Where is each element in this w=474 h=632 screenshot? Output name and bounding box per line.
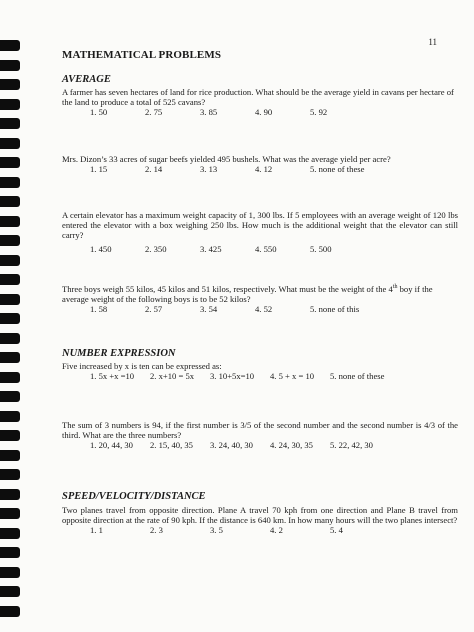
page-content [62, 49, 458, 535]
choice-4: 4. 90 [255, 107, 273, 117]
choice-2: 2. 57 [145, 304, 163, 314]
choice-5: 5. 22, 42, 30 [330, 440, 373, 450]
choice-5: 5. none of this [310, 304, 360, 314]
binding-hole [0, 528, 20, 539]
answer-choices [90, 525, 458, 535]
choice-3: 3. 5 [210, 525, 223, 535]
choice-4: 4. 24, 30, 35 [270, 440, 313, 450]
choice-3: 3. 85 [200, 107, 218, 117]
choice-5: 5. none of these [330, 371, 385, 381]
binding-hole [0, 79, 20, 90]
problem-3 [62, 210, 458, 254]
spiral-binding [0, 0, 22, 632]
choice-1: 1. 20, 44, 30 [90, 440, 133, 450]
binding-hole [0, 567, 20, 578]
binding-hole [0, 547, 20, 558]
page-number: 11 [428, 37, 437, 47]
binding-hole [0, 450, 20, 461]
choice-1: 1. 450 [90, 244, 112, 254]
answer-choices [90, 164, 458, 174]
choice-2: 2. 14 [145, 164, 163, 174]
binding-hole [0, 60, 20, 71]
choice-3: 3. 54 [200, 304, 218, 314]
binding-hole [0, 99, 20, 110]
choice-4: 4. 5 + x = 10 [270, 371, 315, 381]
choice-5: 5. 92 [310, 107, 328, 117]
choice-1: 1. 15 [90, 164, 108, 174]
answer-choices [90, 440, 458, 450]
choice-1: 1. 50 [90, 107, 108, 117]
question-text: The sum of 3 numbers is 94, if the first number is 3/5 of the second number and the second number is 4/3 of the third. What are the three numbers? [62, 420, 458, 440]
binding-hole [0, 352, 20, 363]
question-text-part-2: boy if the average weight of the following boys is to be 52 kilos? [62, 284, 433, 304]
choice-2: 2. 75 [145, 107, 163, 117]
binding-hole [0, 274, 20, 285]
choice-3: 3. 24, 40, 30 [210, 440, 253, 450]
binding-hole [0, 606, 20, 617]
choice-4: 4. 2 [270, 525, 283, 535]
binding-hole [0, 235, 20, 246]
binding-hole [0, 255, 20, 266]
binding-hole [0, 333, 20, 344]
binding-hole [0, 196, 20, 207]
choice-5: 5. none of these [310, 164, 365, 174]
binding-hole [0, 372, 20, 383]
choice-4: 4. 52 [255, 304, 273, 314]
binding-hole [0, 508, 20, 519]
choice-5: 5. 4 [330, 525, 343, 535]
choice-2: 2. 15, 40, 35 [150, 440, 193, 450]
choice-1: 1. 5x +x =10 [90, 371, 135, 381]
choice-5: 5. 500 [310, 244, 332, 254]
section-heading-average: AVERAGE [62, 74, 111, 85]
question-text: Two planes travel from opposite direction. Plane A travel 70 kph from one direction and Plane B travel from opposite direction at the rate of 90 kph. If the distance is 640 km. In how many hours will the two planes intersect? [62, 505, 458, 525]
problem-6 [62, 420, 458, 450]
choice-2: 2. x+10 = 5x [150, 371, 195, 381]
binding-hole [0, 118, 20, 129]
problem-1 [62, 87, 458, 117]
answer-choices [90, 304, 458, 314]
problem-2 [62, 154, 458, 174]
answer-choices [90, 371, 458, 381]
choice-3: 3. 13 [200, 164, 218, 174]
binding-hole [0, 138, 20, 149]
binding-hole [0, 489, 20, 500]
question-text: Mrs. Dizon’s 33 acres of sugar beefs yielded 495 bushels. What was the average yield per acre? [62, 154, 391, 164]
choice-3: 3. 10+5x=10 [210, 371, 255, 381]
problem-4 [62, 284, 458, 314]
choice-4: 4. 550 [255, 244, 277, 254]
binding-hole [0, 294, 20, 305]
question-text: A farmer has seven hectares of land for rice production. What should be the average yield in cavans per hectare of the land to produce a total of 525 cavans? [62, 87, 454, 107]
binding-hole [0, 411, 20, 422]
binding-hole [0, 430, 20, 441]
question-text: Five increased by x is ten can be expressed as: [62, 361, 222, 371]
problem-7 [62, 505, 458, 535]
choice-2: 2. 350 [145, 244, 167, 254]
binding-hole [0, 157, 20, 168]
page-title: MATHEMATICAL PROBLEMS [62, 49, 222, 61]
answer-choices [90, 107, 458, 117]
choice-1: 1. 1 [90, 525, 103, 535]
binding-hole [0, 586, 20, 597]
section-heading-speed: SPEED/VELOCITY/DISTANCE [62, 491, 206, 502]
choice-3: 3. 425 [200, 244, 222, 254]
question-text [62, 284, 458, 304]
answer-choices [90, 244, 458, 254]
binding-hole [0, 469, 20, 480]
binding-hole [0, 313, 20, 324]
problem-5 [62, 361, 458, 381]
ordinal-suffix: th [392, 284, 398, 291]
binding-hole [0, 216, 20, 227]
choice-2: 2. 3 [150, 525, 163, 535]
section-heading-number-expression: NUMBER EXPRESSION [62, 348, 176, 359]
binding-hole [0, 391, 20, 402]
choice-1: 1. 58 [90, 304, 108, 314]
binding-hole [0, 40, 20, 51]
question-text: A certain elevator has a maximum weight capacity of 1, 300 lbs. If 5 employees with an average weight of 120 lbs entered the elevator with a box weighing 250 lbs. How much is the additional weight that the elevator can still carry? [62, 210, 458, 240]
question-text-part-1: Three boys weigh 55 kilos, 45 kilos and 51 kilos, respectively. What must be the weight of the 4 [62, 284, 393, 294]
choice-4: 4. 12 [255, 164, 273, 174]
binding-hole [0, 177, 20, 188]
